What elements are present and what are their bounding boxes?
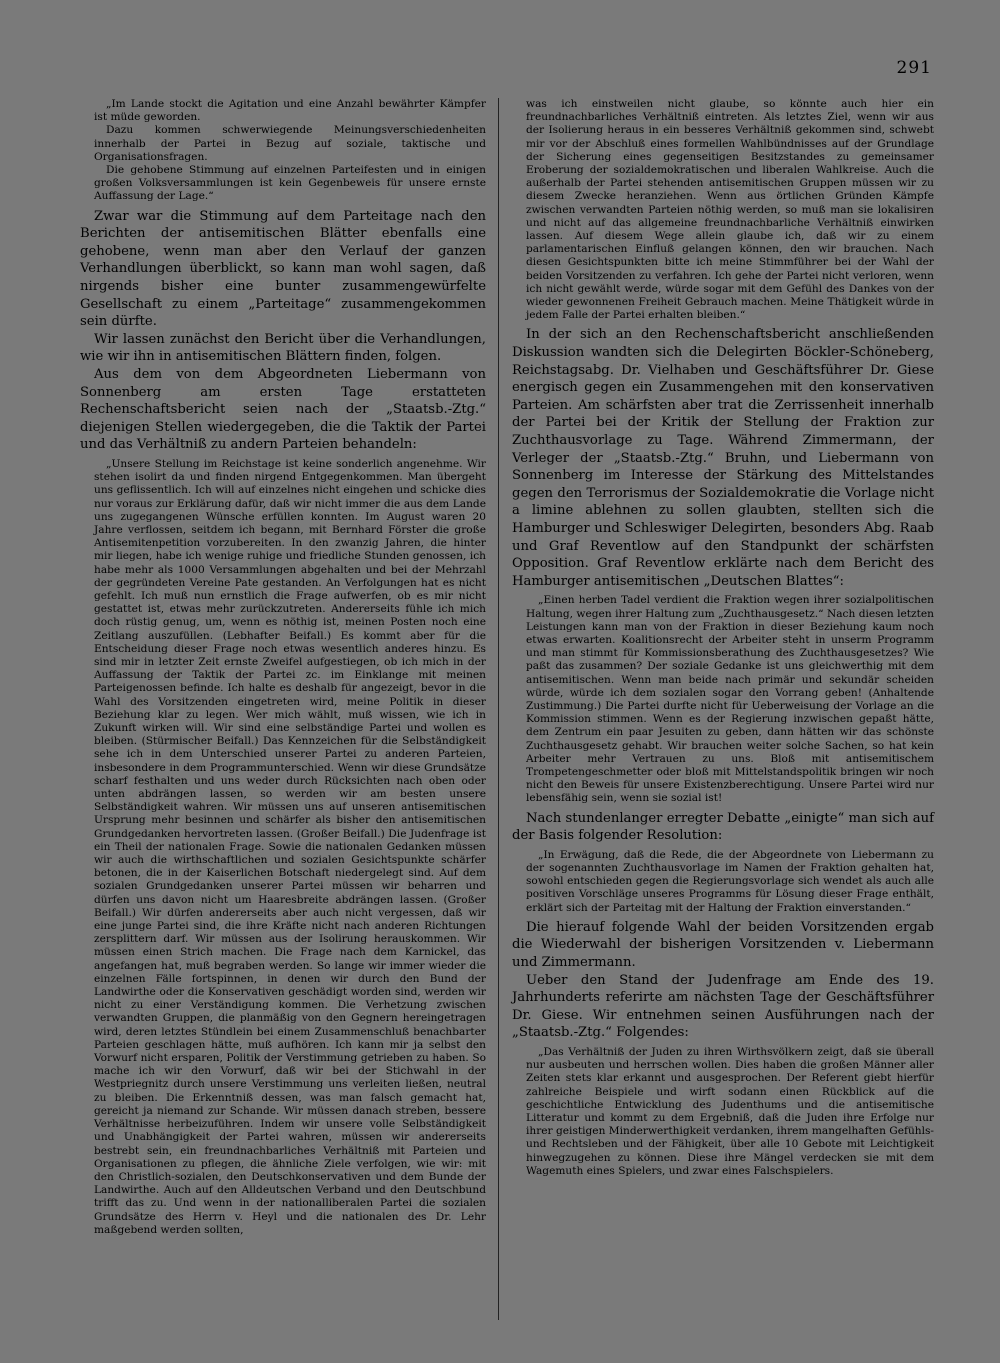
column-divider bbox=[498, 98, 499, 1320]
body-election bbox=[512, 919, 934, 1042]
paragraph: Die hierauf folgende Wahl der beiden Vorsitzenden ergab die Wiederwahl der bisherigen Vorsitzenden v. Liebermann und Zimmermann. bbox=[512, 919, 934, 970]
body-intro bbox=[80, 208, 486, 454]
paragraph: Ueber den Stand der Judenfrage am Ende des 19. Jahrhunderts referirte am nächsten Tage der Geschäftsführer Dr. Giese. Wir entnehmen seinen Ausführungen nach der „Staatsb.-Ztg.“ Folgendes: bbox=[512, 972, 934, 1041]
quote-reventlow bbox=[526, 594, 934, 805]
paragraph: Nach stundenlanger erregter Debatte „einigte“ man sich auf der Basis folgender Resolution: bbox=[512, 810, 934, 844]
quote-rechenschaftsbericht-continued bbox=[526, 98, 934, 322]
quote-rechenschaftsbericht bbox=[94, 458, 486, 1237]
body-debate bbox=[512, 810, 934, 845]
page-number: 291 bbox=[896, 58, 932, 78]
paragraph: Die gehobene Stimmung auf einzelnen Parteifesten und in einigen großen Volksversammlungen ist kein Gegenbeweis für unsere ernste Auffassung der Lage.“ bbox=[94, 164, 486, 203]
paragraph: Dazu kommen schwerwiegende Meinungsverschiedenheiten innerhalb der Partei in Bezug auf soziale, taktische und Organisationsfragen. bbox=[94, 124, 486, 163]
paragraph: Zwar war die Stimmung auf dem Parteitage nach den Berichten der antisemitischen Blätter ebenfalls eine gehobene, wenn man aber den Verlauf der ganzen Verhandlungen überblickt, so kann man wohl sagen, daß nirgends bisher eine bunter zusammengewürfelte Gesellschaft zu einem „Parteitage“ zusammengekommen sein dürfte. bbox=[80, 208, 486, 330]
paragraph: was ich einstweilen nicht glaube, so könnte auch hier ein freundnachbarliches Verhältniß eintreten. Als letztes Ziel, wenn wir aus der Isolierung heraus in ein besseres Verhältniß gekommen sind, schwebt mir vor der Abschluß eines formellen Wahlbündnisses auf der Grundlage der Sicherung eines gegenseitigen Besitzstandes zu gemeinsamer Eroberung der sozialdemokratischen und liberalen Wahlkreise. Auch die außerhalb der Partei stehenden antisemitischen Gruppen müssen wir zu diesem Zwecke heranziehen. Wenn aus örtlichen Gründen Kämpfe zwischen verwandten Parteien nöthig werden, so muß man sie lokalisiren und nicht auf das allgemeine freundnachbarliche Verhältniß einwirken lassen. Auf diesem Wege allein glaube ich, daß wir zu einem parlamentarischen Einfluß gelangen können, den wir brauchen. Nach diesen Gesichtspunkten bitte ich meine Stimmführer bei der Wahl der beiden Vorsitzenden zu verfahren. Ich gehe der Partei nicht verloren, wenn ich nicht gewählt werde, würde sogar mit dem Gefühl des Dankes von der wieder gewonnenen Freiheit Gebrauch machen. Meine Thätigkeit würde in jedem Falle der Partei erhalten bleiben.“ bbox=[526, 98, 934, 322]
paragraph: „In Erwägung, daß die Rede, die der Abgeordnete von Liebermann zu der sogenannten Zuchthausvorlage im Namen der Fraktion gehalten hat, sowohl entschieden gegen die Regierungsvorlage sich wendet als auch alle positiven Vorschläge unseres Programms für Lösung dieser Frage enthält, erklärt sich der Parteitag mit der Haltung der Fraktion einverstanden.“ bbox=[526, 848, 934, 914]
quote-giese bbox=[526, 1046, 934, 1178]
paragraph: „Unsere Stellung im Reichstage ist keine sonderlich angenehme. Wir stehen isolirt da und finden nirgend Entgegenkommen. Man übergeht uns geflissentlich. Ich will auf einzelnes nicht eingehen und schicke dies nur voraus zur Erklärung dafür, daß wir nicht immer die aus dem Lande uns zugegangenen Wünsche erfüllen konnten. Im August waren 20 Jahre verflossen, seitdem ich begann, mit Bernhard Förster die große Antisemitenpetition vorzubereiten. In den zwanzig Jahren, die hinter mir liegen, habe ich wenige ruhige und friedliche Stunden genossen, ich habe mehr als 1000 Versammlungen abgehalten und bei der Mehrzahl der gegründeten Vereine Pate gestanden. An Verfolgungen hat es nicht gefehlt. Ich muß nun ernstlich die Frage aufwerfen, ob es mir nicht gestattet ist, etwas mehr zurückzutreten. Andererseits fühle ich mich doch rüstig genug, um, wenn es nöthig ist, meinen Posten noch eine Zeitlang auszufüllen. (Lebhafter Beifall.) Es kommt aber für die Entscheidung dieser Frage noch etwas wesentlich anderes hinzu. Es sind mir in letzter Zeit ernste Zweifel aufgestiegen, ob ich mich in der Auffassung der Taktik der Partei zc. im Einklange mit meinen Parteigenossen befinde. Ich halte es deshalb für angezeigt, bevor in die Wahl des Vorsitzenden eingetreten wird, meine Politik in dieser Beziehung klar zu legen. Wer mich wählt, muß wissen, wie ich in Zukunft wirken will. Wir sind eine selbständige Partei und wollen es bleiben. (Stürmischer Beifall.) Das Kennzeichen für die Selbständigkeit sehe ich in dem Unterschied unserer Partei zu anderen Parteien, insbesondere in dem Programmunterschied. Wenn wir diese Grundsätze scharf festhalten und uns weder durch Rücksichten nach oben oder unten abdrängen lassen, so werden wir am besten unsere Selbständigkeit wahren. Wir müssen uns auf unseren antisemitischen Ursprung mehr besinnen und schärfer als bisher den antisemitischen Grundgedanken hervortreten lassen. (Großer Beifall.) Die Judenfrage ist ein Theil der nationalen Frage. Sowie die nationalen Gedanken müssen wir auch die wirthschaftlichen und sozialen Gesichtspunkte schärfer betonen, die in der Kaiserlichen Botschaft niedergelegt sind. Auf dem sozialen Grundgedanken unserer Partei müssen wir beharren und dürfen uns davon nicht um Haaresbreite abdrängen lassen. (Großer Beifall.) Wir dürfen andererseits aber auch nicht vergessen, daß wir eine junge Partei sind, die ihre Kräfte nicht nach anderen Richtungen zersplittern darf. Wir müssen aus der Isolirung herauskommen. Wir müssen einen Strich machen. Die Frage nach dem Karnickel, das angefangen hat, muß begraben werden. So lange wir immer wieder die einzelnen Fälle fortspinnen, in denen wir durch den Bund der Landwirthe oder die Konservativen geschädigt worden sind, werden wir nicht zu einer Verständigung kommen. Die Verhetzung zwischen verwandten Gruppen, die planmäßig von den Gegnern hereingetragen wird, deren letztes Stündlein bei einem Zusammenschluß benachbarter Parteien geschlagen hätte, muß aufhören. Ich kann mir ja selbst den Vorwurf nicht ersparen, Politik der Verstimmung getrieben zu haben. So mache ich wir den Vorwurf, daß wir bei der Stichwahl in der Westpriegnitz durch unsere Verstimmung uns verleiten ließen, neutral zu bleiben. Die Erkenntniß dessen, was man falsch gemacht hat, gereicht ja niemand zur Schande. Wir müssen danach streben, bessere Verhältnisse herbeizuführen. Indem wir unsere volle Selbständigkeit und Unabhängigkeit der Partei wahren, müssen wir andererseits bestrebt sein, ein freundnachbarliches Verhältniß mit Parteien und Organisationen zu pflegen, die ähnliche Ziele verfolgen, wie wir: mit den Christlich-sozialen, den Deutschkonservativen und dem Bunde der Landwirthe. Auch auf den Alldeutschen Verband und den Deutschbund trifft das zu. Und wenn in der nationalliberalen Partei die sozialen Grundsätze des Herrn v. Heyl und die nationalen des Dr. Lehr maßgebend werden sollten, bbox=[94, 457, 486, 1236]
paragraph: „Das Verhältniß der Juden zu ihren Wirthsvölkern zeigt, daß sie überall nur ausbeuten und herrschen wollen. Dies haben die großen Männer aller Zeiten stets klar erkannt und ausgesprochen. Der Referent giebt hierfür zahlreiche Beispiele und wirft sodann einen Rückblick auf die geschichtliche Entwicklung des Judenthums und die antisemitische Litteratur und kommt zu dem Ergebniß, daß die Juden ihre Erfolge nur ihrer geistigen Minderwerthigkeit verdanken, ihrem mangelhaften Gefühls- und Rechtsleben und der Fähigkeit, über alle 10 Gebote mit Leichtigkeit hinwegzugehen zu können. Diese ihre Mängel verdecken sie mit dem Wagemuth eines Spielers, und zwar eines Falschspielers. bbox=[526, 1045, 934, 1177]
paragraph: „Im Lande stockt die Agitation und eine Anzahl bewährter Kämpfer ist müde geworden. bbox=[94, 98, 486, 124]
paragraph: „Einen herben Tadel verdient die Fraktion wegen ihrer sozialpolitischen Haltung, wegen ihrer Haltung zum „Zuchthausgesetz.“ Nach diesen letzten Leistungen kann man von der Fraktion in dieser Beziehung kaum noch etwas erwarten. Koalitionsrecht der Arbeiter steht in unserm Programm und man stimmt für Kommissionsberathung des Zuchthausgesetzes? Wie paßt das zusammen? Der soziale Gedanke ist uns gleichwerthig mit dem antisemitischen. Wenn man beide nach primär und sekundär scheiden würde, würde ich dem sozialen sogar den Vorrang geben! (Anhaltende Zustimmung.) Die Partei durfte nicht für Ueberweisung der Vorlage an die Kommission stimmen. Wenn es der Regierung inzwischen gepaßt hätte, dem Zentrum ein paar Jesuiten zu geben, dann hätten wir das schönste Zuchthausgesetz gehabt. Wir brauchen weiter solche Sachen, so hat kein Arbeiter mehr Vertrauen zu uns. Bloß mit antisemitischem Trompetengeschmetter oder bloß mit Mittelstandspolitik bringen wir noch nicht den Beweis für unsere Existenzberechtigung. Unsere Partei wird nur lebensfähig sein, wenn sie sozial ist! bbox=[526, 594, 934, 805]
right-column bbox=[512, 98, 934, 1178]
paragraph: Wir lassen zunächst den Bericht über die Verhandlungen, wie wir ihn in antisemitischen Blättern finden, folgen. bbox=[80, 331, 486, 365]
paragraph: In der sich an den Rechenschaftsbericht anschließenden Diskussion wandten sich die Delegirten Böckler-Schöneberg, Reichstagsabg. Dr. Vielhaben und Geschäftsführer Dr. Giese energisch gegen ein Zusammengehen mit den konservativen Parteien. Am schärfsten aber trat die Zerrissenheit innerhalb der Partei bei der Kritik der Stellung der Fraktion zur Zuchthausvorlage zu Tage. Während Zimmermann, der Verleger der „Staatsb.-Ztg.“ Bruhn, und Liebermann von Sonnenberg im Interesse der Stärkung des Mittelstandes gegen den Terrorismus der Sozialdemokratie die Vorlage nicht a limine ablehnen zu sollen glaubten, stellten sich die Hamburger und Schleswiger Delegirten, besonders Abg. Raab und Graf Reventlow auf den Standpunkt der schärfsten Opposition. Graf Reventlow erklärte nach dem Bericht des Hamburger antisemitischen „Deutschen Blattes“: bbox=[512, 327, 934, 589]
quote-opening bbox=[94, 98, 486, 204]
body-discussion bbox=[512, 326, 934, 590]
quote-resolution bbox=[526, 849, 934, 915]
paragraph: Aus dem von dem Abgeordneten Liebermann von Sonnenberg am ersten Tage erstatteten Rechenschaftsbericht seien nach der „Staatsb.-Ztg.“ diejenigen Stellen wiedergegeben, die die Taktik der Partei und das Verhältniß zu andern Parteien behandeln: bbox=[80, 366, 486, 453]
left-column bbox=[80, 98, 486, 1237]
